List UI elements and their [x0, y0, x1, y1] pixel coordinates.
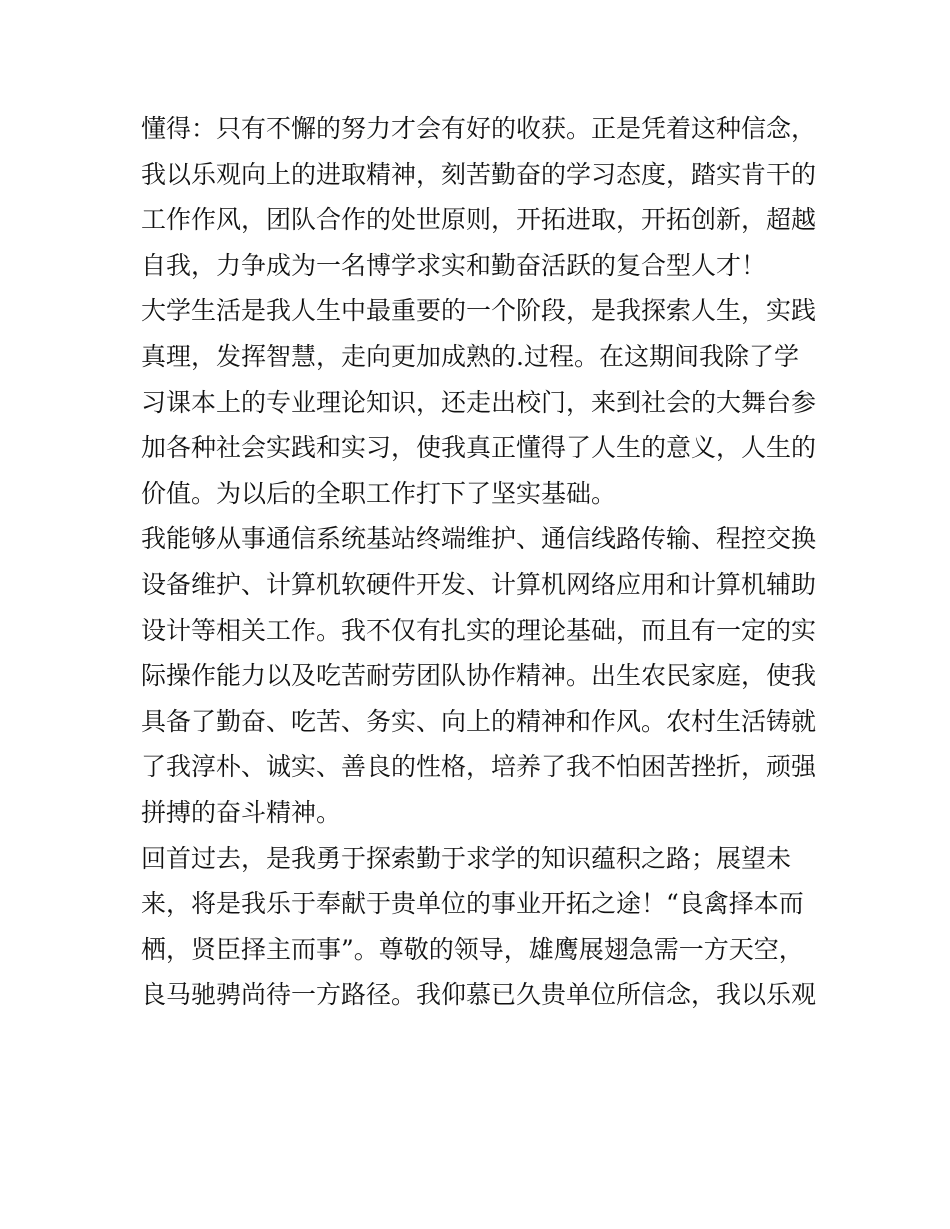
text-line: 拼搏的奋斗精神。 [141, 797, 342, 827]
text-line: 良马驰骋尚待一方路径。我仰慕已久贵单位所信念，我以乐观 [141, 980, 817, 1010]
text-line: 了我淳朴、诚实、善良的性格，培养了我不怕困苦挫折，顽强 [141, 752, 817, 782]
text-line: 具备了勤奋、吃苦、务实、向上的精神和作风。农村生活铸就 [141, 706, 817, 736]
text-line: 设计等相关工作。我不仅有扎实的理论基础，而且有一定的实 [141, 615, 817, 645]
text-line: 设备维护、计算机软硬件开发、计算机网络应用和计算机辅助 [141, 569, 817, 599]
body-text [141, 106, 821, 1018]
text-line: 真理，发挥智慧，走向更加成熟的.过程。在这期间我除了学 [141, 341, 799, 371]
text-line: 我以乐观向上的进取精神，刻苦勤奋的学习态度，踏实肯干的 [141, 159, 817, 189]
text-line: 大学生活是我人生中最重要的一个阶段，是我探索人生，实践 [141, 296, 817, 326]
text-line: 价值。为以后的全职工作打下了坚实基础。 [141, 478, 617, 508]
text-line: 习课本上的专业理论知识，还走出校门，来到社会的大舞台参 [141, 387, 817, 417]
text-line: 来，将是我乐于奉献于贵单位的事业开拓之途！“良禽择本而 [141, 889, 804, 919]
text-line: 加各种社会实践和实习，使我真正懂得了人生的意义，人生的 [141, 433, 817, 463]
text-line: 工作作风，团队合作的处世原则，开拓进取，开拓创新，超越 [141, 205, 817, 235]
text-line: 回首过去，是我勇于探索勤于求学的知识蕴积之路；展望未 [141, 843, 792, 873]
text-line: 自我，力争成为一名博学求实和勤奋活跃的复合型人才！ [141, 250, 767, 280]
text-line: 栖，贤臣择主而事”。尊敬的领导，雄鹰展翅急需一方天空， [141, 934, 804, 964]
text-line: 懂得：只有不懈的努力才会有好的收获。正是凭着这种信念， [141, 114, 817, 143]
text-line: 我能够从事通信系统基站终端维护、通信线路传输、程控交换 [141, 524, 817, 554]
text-line: 际操作能力以及吃苦耐劳团队协作精神。出生农民家庭，使我 [141, 661, 817, 691]
